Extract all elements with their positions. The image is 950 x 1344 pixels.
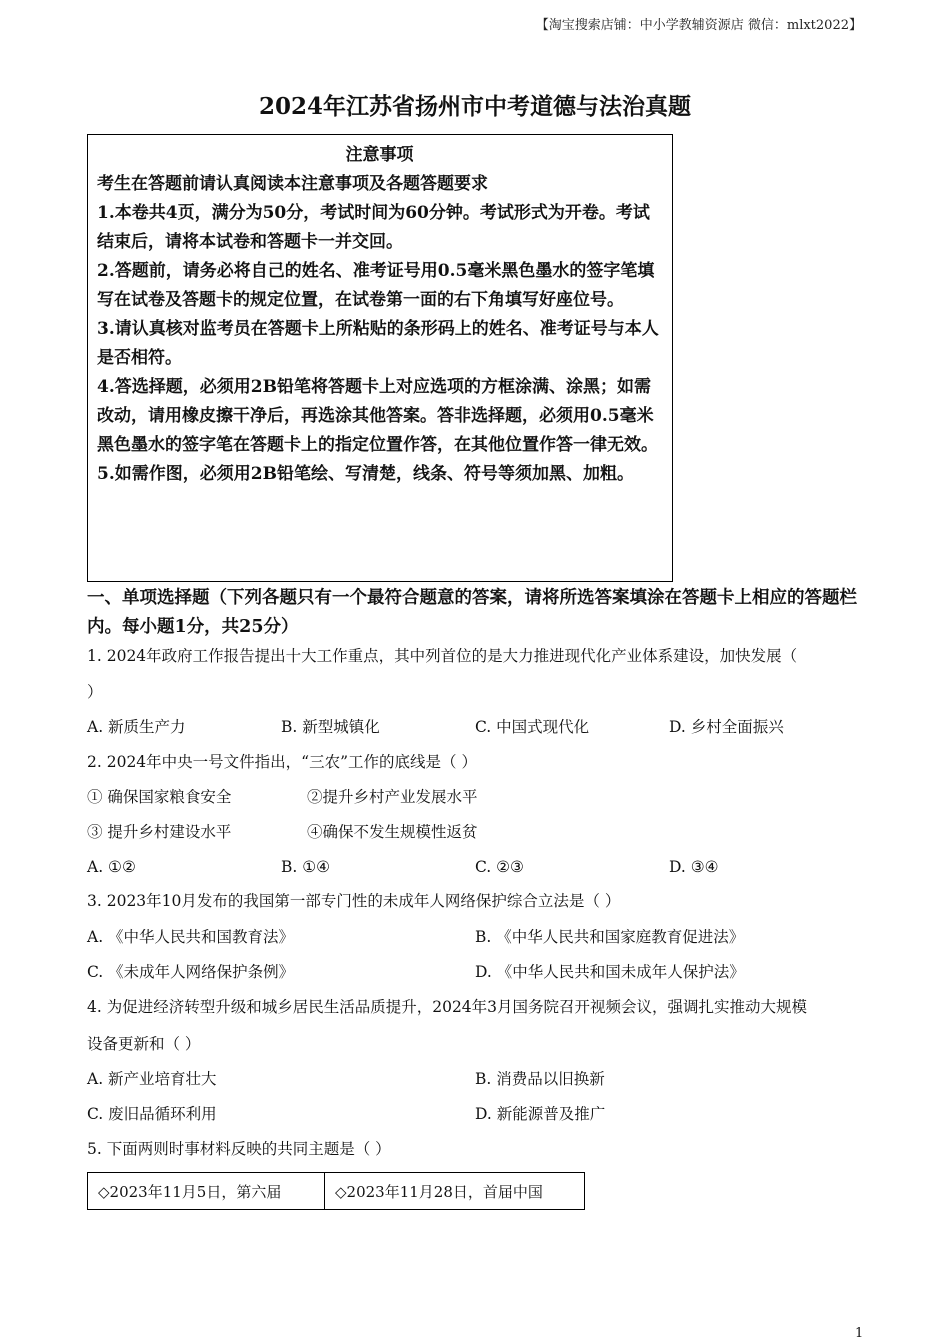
q1-option-a: A. 新质生产力	[87, 718, 186, 736]
page-title: 2024年江苏省扬州市中考道德与法治真题	[258, 93, 691, 120]
table-row	[88, 1173, 585, 1210]
q1-option-b: B. 新型城镇化	[281, 718, 380, 736]
notice-box	[87, 134, 673, 582]
question-2-stem: 2. 2024年中央一号文件指出，“三农”工作的底线是（ ）	[87, 753, 477, 771]
material-cell-1: ◇2023年11月5日，第六届	[88, 1173, 325, 1210]
q4-option-c: C. 废旧品循环利用	[87, 1105, 217, 1123]
notice-line: 3.请认真核对监考员在答题卡上所粘贴的条形码上的姓名、准考证号与本人是否相符。	[97, 319, 659, 368]
q4-option-b: B. 消费品以旧换新	[475, 1070, 605, 1088]
notice-heading: 注意事项	[345, 145, 414, 165]
q1-option-d: D. 乡村全面振兴	[669, 718, 784, 736]
notice-line: 考生在答题前请认真阅读本注意事项及各题答题要求	[97, 174, 488, 194]
question-4-stem-tail: 设备更新和（ ）	[87, 1035, 201, 1053]
notice-line: 2.答题前，请务必将自己的姓名、准考证号用0.5毫米黑色墨水的签字笔填写在试卷及答题卡的规定位置，在试卷第一面的右下角填写好座位号。	[97, 261, 655, 310]
q3-option-c: C. 《未成年人网络保护条例》	[87, 963, 295, 981]
notice-line: 1.本卷共4页，满分为50分，考试时间为60分钟。考试形式为开卷。考试结束后，请将本试卷和答题卡一并交回。	[97, 203, 650, 252]
q2-item-3: ③ 提升乡村建设水平	[87, 823, 232, 841]
material-cell-2: ◇2023年11月28日，首届中国	[325, 1173, 585, 1210]
q2-item-2: ②提升乡村产业发展水平	[307, 788, 478, 806]
question-1-stem: 1. 2024年政府工作报告提出十大工作重点，其中列首位的是大力推进现代化产业体系建设，加快发展（	[87, 647, 798, 665]
material-table	[87, 1172, 585, 1210]
question-4-stem: 4. 为促进经济转型升级和城乡居民生活品质提升，2024年3月国务院召开视频会议，强调扎实推动大规模	[87, 998, 808, 1016]
q3-option-d: D. 《中华人民共和国未成年人保护法》	[475, 963, 745, 981]
q3-option-b: B. 《中华人民共和国家庭教育促进法》	[475, 928, 745, 946]
q2-option-d: D. ③④	[669, 858, 719, 876]
section-heading: 一、单项选择题（下列各题只有一个最符合题意的答案，请将所选答案填涂在答题卡上相应的答题栏内。每小题1分，共25分）	[87, 588, 857, 637]
q3-option-a: A. 《中华人民共和国教育法》	[87, 928, 295, 946]
q4-option-a: A. 新产业培育壮大	[87, 1070, 217, 1088]
q1-option-c: C. 中国式现代化	[475, 718, 590, 736]
question-3-stem: 3. 2023年10月发布的我国第一部专门性的未成年人网络保护综合立法是（ ）	[87, 892, 621, 910]
q2-option-a: A. ①②	[87, 858, 136, 876]
q2-item-1: ① 确保国家粮食安全	[87, 788, 232, 806]
q2-option-c: C. ②③	[475, 858, 524, 876]
page-number: 1	[855, 1326, 864, 1341]
q2-item-4: ④确保不发生规模性返贫	[307, 823, 478, 841]
notice-line: 5.如需作图，必须用2B铅笔绘、写清楚，线条、符号等须加黑、加粗。	[97, 464, 634, 484]
question-5-stem: 5. 下面两则时事材料反映的共同主题是（ ）	[87, 1140, 391, 1158]
notice-line: 4.答选择题，必须用2B铅笔将答题卡上对应选项的方框涂满、涂黑；如需改动，请用橡皮擦干净后，再选涂其他答案。答非选择题，必须用0.5毫米黑色墨水的签字笔在答题卡上的指定位置作答，在其他位置作答一律无效。	[97, 377, 658, 455]
q2-option-b: B. ①④	[281, 858, 331, 876]
question-1-stem-tail: ）	[87, 683, 103, 701]
q4-option-d: D. 新能源普及推广	[475, 1105, 606, 1123]
header-note: 【淘宝搜索店铺：中小学教辅资源店 微信：mlxt2022】	[535, 18, 862, 33]
